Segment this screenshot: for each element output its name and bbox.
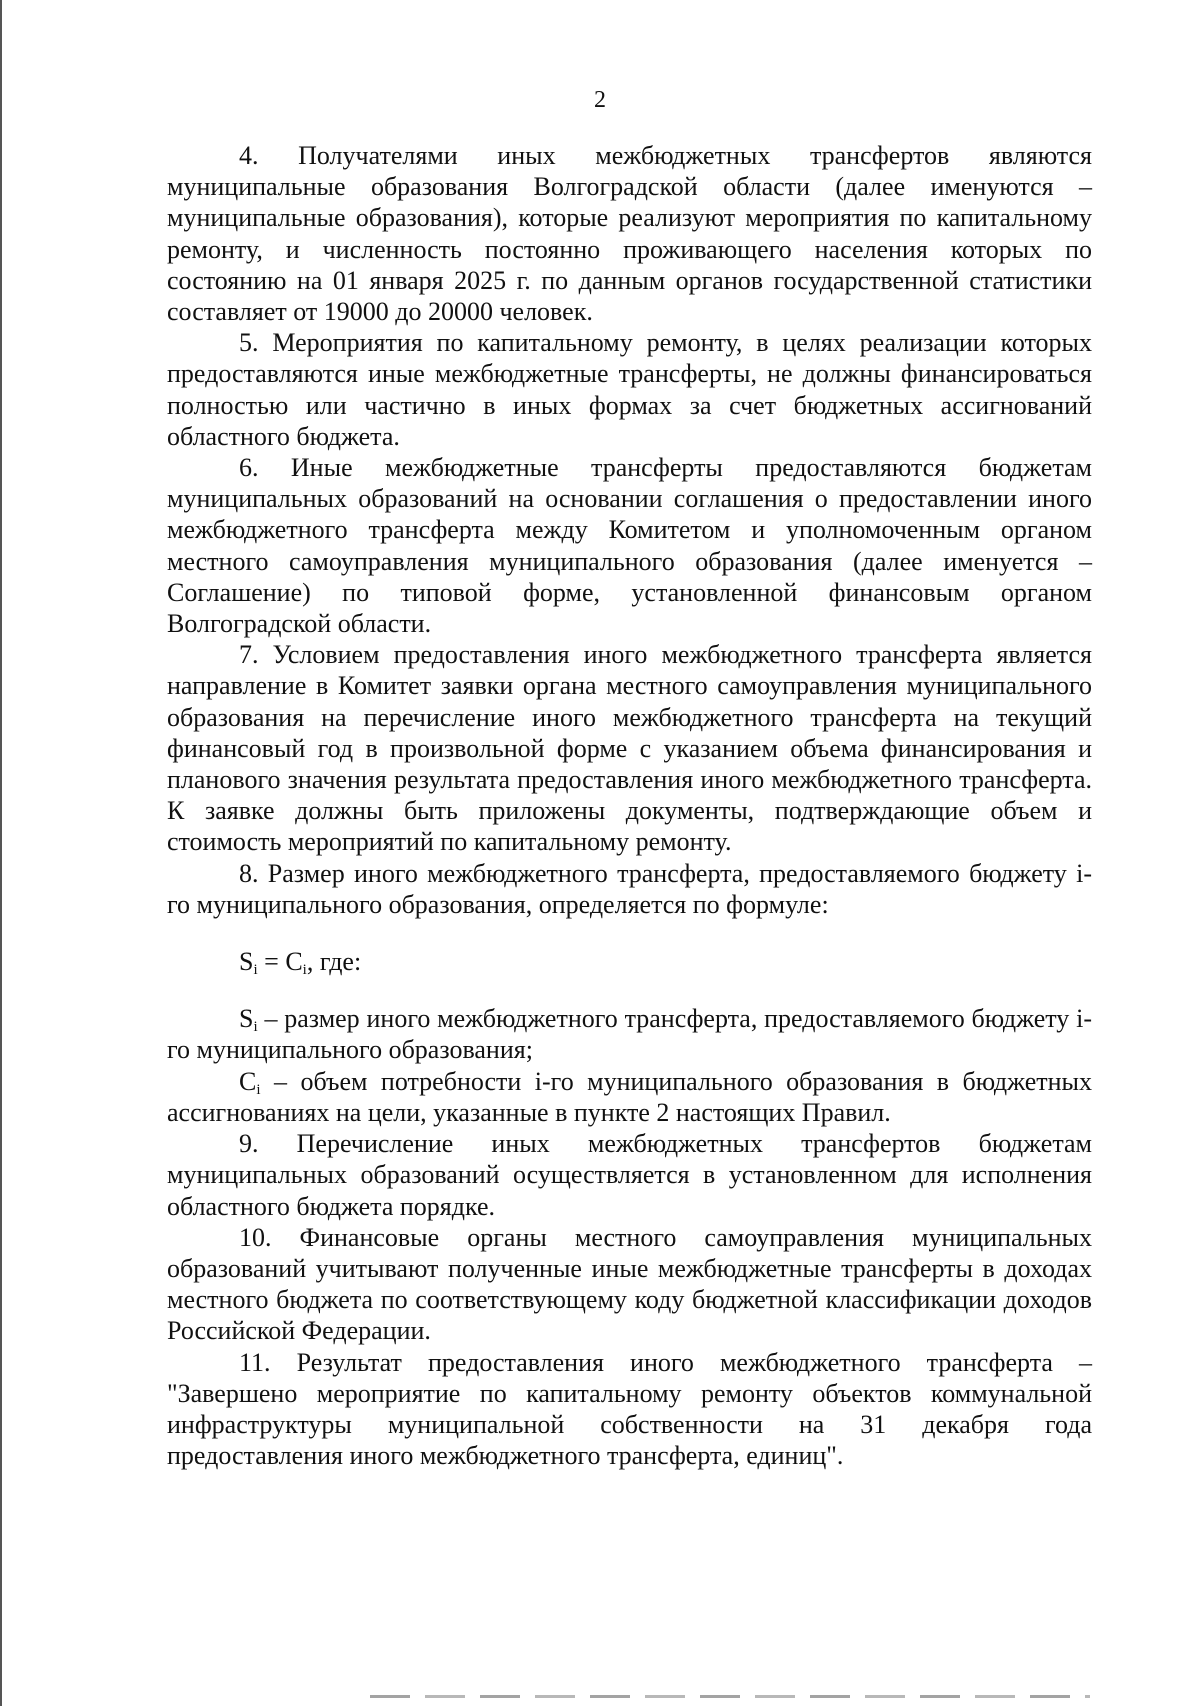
definition-s-symbol: S (239, 1004, 254, 1034)
formula-s: S (239, 947, 254, 977)
definition-s-sub: i (253, 1019, 258, 1036)
definition-s-text: – размер иного межбюджетного трансферта, предоставляемого бюджету i-го муниципального образования; (167, 1004, 1092, 1065)
formula (167, 946, 1092, 977)
scan-edge-left (0, 0, 2, 1706)
paragraph-9: 9. Перечисление иных межбюджетных трансфертов бюджетам муниципальных образований осуществляется в установленном для исполнения областного бюджета порядке. (167, 1129, 1092, 1221)
scan-edge-bottom (370, 1695, 1090, 1698)
definition-c-sub: i (256, 1081, 261, 1098)
formula-eq: = (257, 947, 286, 977)
paragraph-6: 6. Иные межбюджетные трансферты предоставляются бюджетам муниципальных образований на основании соглашения о предоставлении иного межбюджетного трансферта между Комитетом и уполномоченным органом местного самоуправления муниципального образования (далее именуется – Соглашение) по типовой форме, установленной финансовым органом Волгоградской области. (167, 453, 1092, 639)
definition-c (167, 1066, 1092, 1128)
definition-c-symbol: C (239, 1066, 257, 1096)
formula-tail: , где: (306, 947, 362, 977)
formula-c-sub: i (302, 962, 307, 979)
paragraph-4: 4. Получателями иных межбюджетных трансфертов являются муниципальные образования Волгоградской области (далее именуются – муниципальные образования), которые реализуют мероприятия по капитальному ремонту, и численность постоянно проживающего населения которых по состоянию на 01 января 2025 г. по данным органов государственной статистики составляет от 19000 до 20000 человек. (167, 141, 1092, 327)
page-number: 2 (594, 87, 606, 113)
paragraph-5: 5. Мероприятия по капитальному ремонту, в целях реализации которых предоставляются иные межбюджетные трансферты, не должны финансироваться полностью или частично в иных формах за счет бюджетных ассигнований областного бюджета. (167, 328, 1092, 451)
paragraph-10: 10. Финансовые органы местного самоуправления муниципальных образований учитывают полученные иные межбюджетные трансферты в доходах местного бюджета по соответствующему коду бюджетной классификации доходов Российской Федерации. (167, 1222, 1092, 1346)
definition-c-text: – объем потребности i-го муниципального образования в бюджетных ассигнованиях на цели, указанные в пункте 2 настоящих Правил. (167, 1066, 1092, 1127)
paragraph-8: 8. Размер иного межбюджетного трансферта, предоставляемого бюджету i-го муниципального образования, определяется по формуле: (167, 858, 1092, 919)
formula-s-sub: i (253, 962, 258, 979)
definition-s (167, 1003, 1092, 1065)
paragraph-7: 7. Условием предоставления иного межбюджетного трансферта является направление в Комитет заявки органа местного самоуправления муниципального образования на перечисление иного межбюджетного трансферта на текущий финансовый год в произвольной форме с указанием объема финансирования и планового значения результата предоставления иного межбюджетного трансферта. К заявке должны быть приложены документы, подтверждающие объем и стоимость мероприятий по капитальному ремонту. (167, 640, 1092, 857)
formula-c: C (285, 947, 303, 977)
document-body (167, 140, 1092, 1471)
paragraph-11: 11. Результат предоставления иного межбюджетного трансферта – "Завершено мероприятие по капитальному ремонту объектов коммунальной инфраструктуры муниципальной собственности на 31 декабря года предоставления иного межбюджетного трансферта, единиц". (167, 1347, 1092, 1471)
